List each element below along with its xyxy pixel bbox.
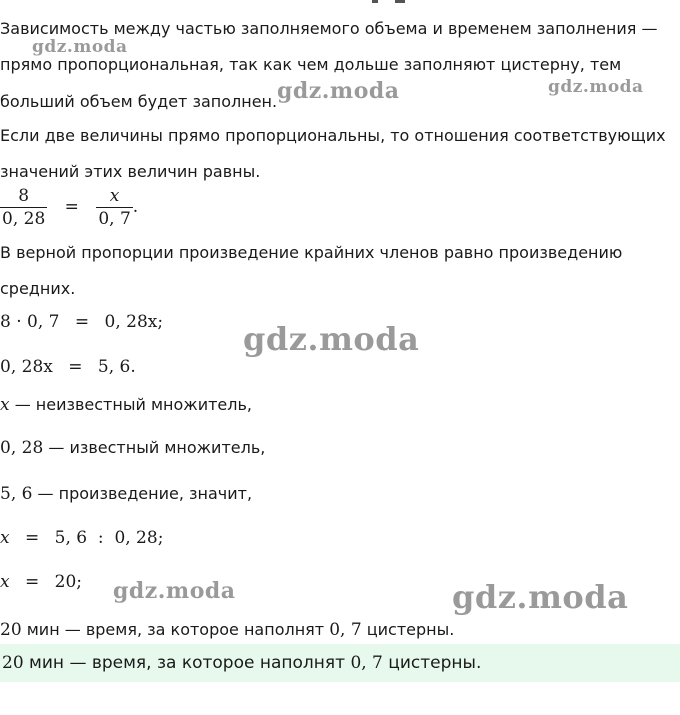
watermark-2: gdz.moda	[277, 78, 400, 104]
text-line-6: В верной пропорции произведение крайних членов равно произведению	[0, 243, 623, 262]
top-mark-right	[395, 0, 405, 3]
equation-4-equals: =	[25, 572, 40, 592]
equation-2-right: 5, 6.	[97, 357, 136, 377]
watermark-1: gdz.moda	[32, 37, 128, 57]
equation-2-left: 0, 28x	[0, 357, 53, 377]
proportion-formula	[0, 185, 138, 230]
formula-period: .	[132, 197, 139, 217]
answer-text-end: цистерны.	[388, 653, 482, 673]
equation-2	[0, 357, 136, 377]
answer-text	[2, 653, 481, 673]
equation-4-right: 20;	[54, 572, 83, 592]
watermark-5: gdz.moda	[113, 578, 236, 604]
fraction-left	[0, 185, 47, 230]
text-line-4: Если две величины прямо пропорциональны, то отношения соответствующих	[0, 126, 666, 145]
fraction-left-denominator: 0, 28	[2, 209, 46, 229]
equation-3	[0, 528, 163, 548]
known-factor-label: — известный множитель,	[48, 438, 266, 457]
fraction-right	[96, 185, 132, 230]
text-line-7: средних.	[0, 279, 76, 298]
answer-box	[0, 644, 680, 682]
equation-2-equals: =	[68, 357, 83, 377]
watermark-6: gdz.moda	[452, 578, 629, 616]
equation-1-left: 8 · 0, 7	[0, 312, 60, 332]
text-line-11	[0, 620, 454, 640]
equals-sign: =	[64, 197, 79, 217]
unknown-factor-label: — неизвестный множитель,	[14, 395, 252, 414]
variable-x: x	[0, 395, 10, 415]
fraction-right-numerator: x	[109, 186, 120, 206]
text-line-1: Зависимость между частью заполняемого объема и временем заполнения —	[0, 19, 658, 38]
value-028: 0, 28	[0, 438, 44, 458]
text-line-9	[0, 438, 265, 458]
fraction-left-numerator: 8	[0, 185, 47, 208]
watermark-4: gdz.moda	[243, 320, 420, 358]
equation-4	[0, 572, 82, 592]
product-label: — произведение, значит,	[37, 484, 253, 503]
watermark-3: gdz.moda	[548, 77, 644, 97]
text-line-10	[0, 484, 252, 504]
value-56: 5, 6	[0, 484, 33, 504]
equation-1-equals: =	[74, 312, 90, 332]
text-line-5: значений этих величин равны.	[0, 162, 261, 181]
text-line-2: прямо пропорциональная, так как чем дольше заполняют цистерну, тем	[0, 55, 622, 74]
value-07: 0, 7	[329, 620, 362, 640]
equation-4-left: x	[0, 572, 10, 592]
equation-1-right: 0, 28x;	[104, 312, 164, 332]
result-text-end: цистерны.	[366, 620, 455, 639]
equation-3-right: 5, 6 : 0, 28;	[54, 528, 164, 548]
top-mark-left	[372, 0, 378, 3]
answer-value-20: 20	[2, 653, 24, 673]
result-text: мин — время, за которое наполнят	[26, 620, 325, 639]
equation-3-equals: =	[25, 528, 40, 548]
value-20: 20	[0, 620, 22, 640]
answer-value-07: 0, 7	[350, 653, 383, 673]
text-line-3: больший объем будет заполнен.	[0, 92, 278, 111]
equation-1	[0, 312, 163, 332]
fraction-right-denominator: 0, 7	[98, 209, 131, 229]
answer-text-main: мин — время, за которое наполнят	[29, 653, 346, 673]
text-line-8	[0, 395, 252, 415]
equation-3-left: x	[0, 528, 10, 548]
